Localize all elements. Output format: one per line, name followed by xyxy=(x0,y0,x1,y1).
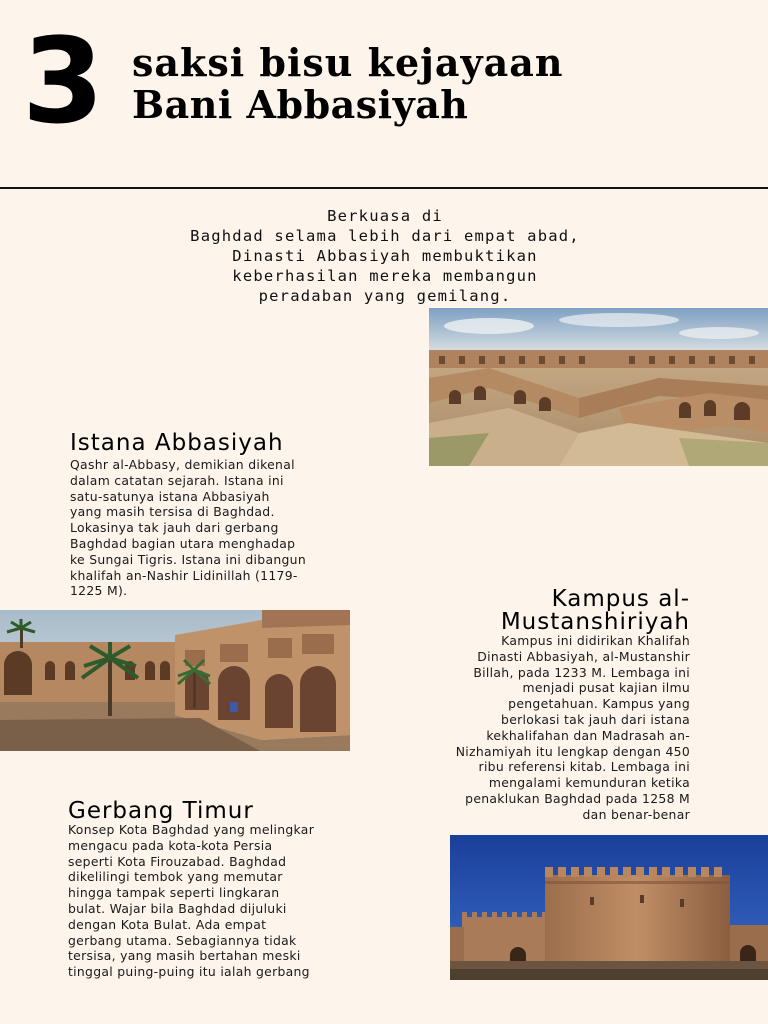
intro-line: keberhasilan mereka membangun xyxy=(232,267,538,285)
body-line: dengan Kota Bulat. Ada empat xyxy=(68,916,267,932)
body-line: gerbang utama. Sebagiannya tidak xyxy=(68,932,297,948)
body-line: dikelilingi tembok yang memutar xyxy=(68,869,283,885)
intro-line: Dinasti Abbasiyah membuktikan xyxy=(232,247,538,265)
intro-paragraph xyxy=(40,206,730,306)
section-title-mustanshiriyah-2: Mustanshiriyah xyxy=(500,609,690,635)
body-line: penaklukan Baghdad pada 1258 M xyxy=(465,790,690,806)
intro-line: Baghdad selama lebih dari empat abad, xyxy=(190,227,580,245)
body-line: yang masih tersisa di Baghdad. xyxy=(70,504,275,520)
section-body-gerbang xyxy=(68,822,458,980)
body-line: hingga tampak seperti lingkaran xyxy=(68,885,280,901)
body-line: bulat. Wajar bila Baghdad dijuluki xyxy=(68,900,287,916)
body-line: seperti Kota Firouzabad. Baghdad xyxy=(68,853,287,869)
intro-line: Berkuasa di xyxy=(327,207,443,225)
body-line: Billah, pada 1233 M. Lembaga ini xyxy=(473,664,690,680)
body-line: mengalami kemunduran ketika xyxy=(488,775,690,791)
page-title-line-2: Bani Abbasiyah xyxy=(132,82,469,127)
section-title-gerbang: Gerbang Timur xyxy=(68,798,254,824)
header-divider xyxy=(0,187,768,189)
body-line: Dinasti Abbasiyah, al-Mustanshir xyxy=(477,648,690,664)
body-line: satu-satunya istana Abbasiyah xyxy=(70,488,270,504)
body-line: dalam catatan sejarah. Istana ini xyxy=(70,472,284,488)
body-line: berlokasi tak jauh dari istana xyxy=(501,711,690,727)
body-line: Konsep Kota Baghdad yang melingkar xyxy=(68,822,315,837)
title-number: 3 xyxy=(22,12,103,150)
body-line: tinggal puing-puing itu ialah gerbang xyxy=(68,964,310,980)
body-line: pengetahuan. Kampus yang xyxy=(508,696,690,712)
body-line: menjadi pusat kajian ilmu xyxy=(522,680,690,696)
body-line: tersisa, yang masih bertahan meski xyxy=(68,948,301,964)
body-line: Lokasinya tak jauh dari gerbang xyxy=(70,520,279,536)
body-line: Qashr al-Abbasy, demikian dikenal xyxy=(70,457,295,472)
body-line: ribu referensi kitab. Lembaga ini xyxy=(478,759,690,775)
section-body-mustanshiriyah xyxy=(370,633,690,823)
body-line: khalifah an-Nashir Lidinillah (1179- xyxy=(70,567,298,583)
section-body-istana xyxy=(70,457,430,599)
page-title-line-1: saksi bisu kejayaan xyxy=(132,40,564,85)
intro-line: peradaban yang gemilang. xyxy=(258,287,512,305)
body-line: ke Sungai Tigris. Istana ini dibangun xyxy=(70,551,306,567)
body-line: mengacu pada kota-kota Persia xyxy=(68,837,273,853)
body-line: Nizhamiyah itu lengkap dengan 450 xyxy=(455,743,690,759)
section-title-istana: Istana Abbasiyah xyxy=(70,430,284,456)
body-line: kekhalifahan dan Madrasah an- xyxy=(486,727,690,743)
body-line: Kampus ini didirikan Khalifah xyxy=(501,633,690,648)
body-line: Baghdad bagian utara menghadap xyxy=(70,535,296,551)
mustanshiriyah-photo xyxy=(0,610,350,751)
section-title-mustanshiriyah-1: Kampus al- xyxy=(551,586,690,612)
body-line: 1225 M). xyxy=(70,583,128,599)
abbasid-palace-photo xyxy=(429,308,768,466)
body-line: dan benar-benar xyxy=(582,806,690,822)
east-gate-photo xyxy=(450,835,768,980)
